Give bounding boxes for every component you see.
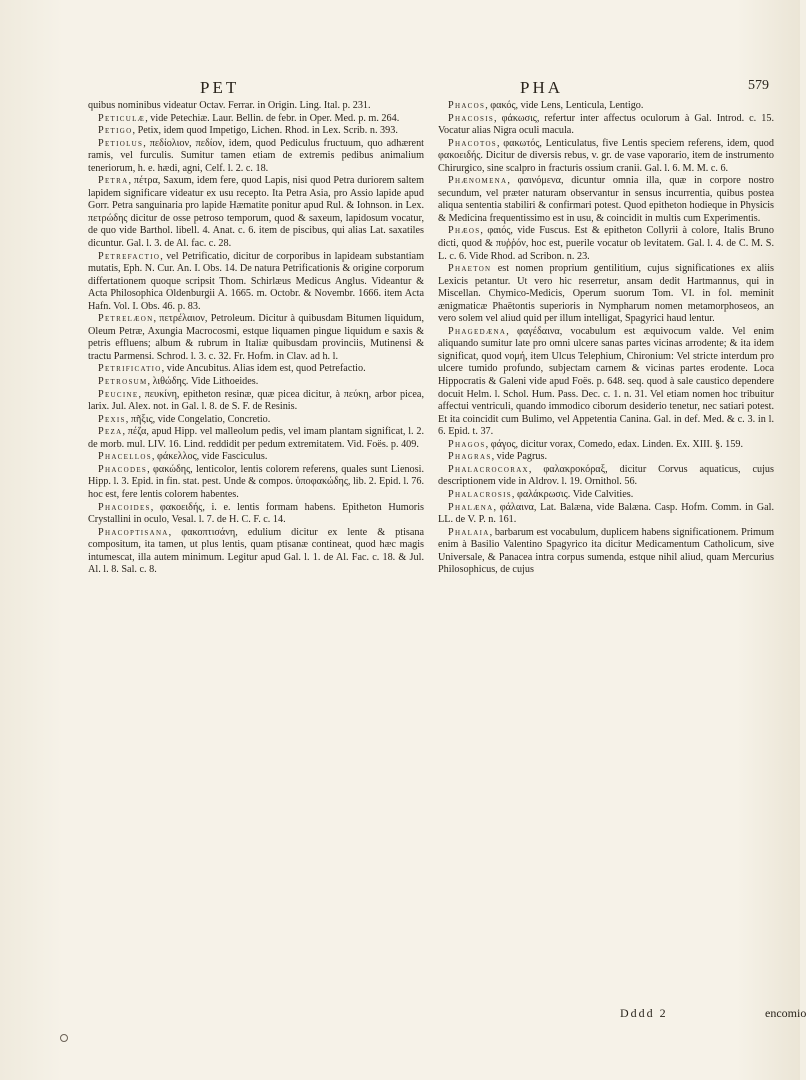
dictionary-entry bbox=[438, 113, 774, 138]
entry-text: , πεδίολιον, πεδίον, idem, quod Pediculus fructuum, quo adhærent ramis, vel furculis. Sumitur tamen etiam de extremis pedibus animalium teneriorum, h. e. hædi, agni, Celf. l. 2. c. 18. bbox=[88, 137, 424, 174]
entry-headword: Phalaia bbox=[448, 526, 490, 538]
entry-headword: Phacos bbox=[448, 100, 486, 111]
entry-text: , πέτρα, Saxum, idem fere, quod Lapis, nisi quod Petra duriorem saltem lapidem significare videatur ex usu recepto. Ita Petra Asia, pro Assio lapide apud Gorr. Petra sanguinaria pro lapide Hæmatite ponitur apud Rul. & Iohnson. in Lex. πετρώδης dicitur de osse petroso temporum, quod & saxeum, lapidosum vocatur, de quo vide Barthol. libell. 4. Anat. c. 6. item de piscibus, qui alias Lat. saxatiles dicuntur. Gal. l. 3. de Al. fac. c. 28. bbox=[88, 175, 424, 250]
running-head-left: PET bbox=[200, 78, 240, 97]
entry-text: , φαγέδαινα, vocabulum est æquivocum valde. Vel enim aliquando sumitur late pro omni ulcere sanas partes vicinas arrodente; & ita idem significat, quod νομή, item Ulcus Telephium, Chironium: Vel stricte interdum pro ulcere tumido profundo, subjectam carnem & vicinas partes erodente. Loca Hippocratis & Galeni vide apud Foës. p. 648. seq. quod à sale caustico dependere docuit Helm. l. Schol. Hum. Pass. Dec. c. 1. n. 31. Vel etiam nomen hoc tribuitur affectui ventriculi, quando immodico ciborum desiderio tenetur, nec satiari potest. Et ita coincidit cum Bulimo, vel Appetentia Canina. Gal. in def. Med. & c. 3. in l. 6. Epid. t. 37. bbox=[438, 325, 774, 438]
entry-headword: Peucine bbox=[98, 388, 139, 400]
dictionary-entry bbox=[88, 313, 424, 363]
entry-headword: Phacoides bbox=[98, 501, 151, 513]
entry-text: , πευκίνη, epitheton resinæ, quæ picea dicitur, à πεύκη, arbor picea, larix. Jul. Alex. not. in Gal. l. 8. de S. F. de Resinis. bbox=[88, 388, 424, 413]
page-number: 579 bbox=[748, 78, 769, 93]
dictionary-entry bbox=[438, 138, 774, 176]
dictionary-entry bbox=[88, 527, 424, 577]
entry-text: , φαλάκρωσις. Vide Calvities. bbox=[511, 488, 634, 500]
entry-text: , φάλαινα, Lat. Balæna, vide Balæna. Casp. Hofm. Comm. in Gal. LL. de V. P. n. 161. bbox=[438, 501, 774, 526]
dictionary-entry bbox=[88, 100, 424, 113]
dictionary-entry bbox=[438, 464, 774, 489]
dictionary-entry bbox=[88, 414, 424, 427]
entry-headword: Petiolus bbox=[98, 137, 144, 149]
dictionary-entry bbox=[438, 326, 774, 439]
dictionary-entry bbox=[438, 263, 774, 326]
entry-headword: Phagedæna bbox=[448, 325, 507, 337]
entry-text: , φάκωσις, refertur inter affectus oculorum à Gal. Introd. c. 15. Vocatur alias Nigra oculi macula. bbox=[438, 112, 774, 137]
entry-headword: Phaeton bbox=[448, 263, 492, 275]
entry-headword: Petrosum bbox=[98, 376, 148, 388]
dictionary-entry bbox=[88, 451, 424, 464]
entry-headword: Peticulæ bbox=[98, 112, 146, 124]
entry-text: est nomen proprium gentilitium, cujus significationes ex aliis Lexicis petantur. Ut vero hic reserretur, ansam dedit Hartmannus, qui in Miscellan. Chymico-Medicis, Operum suorum Tom. VI. in fol. meminit ænigmaticæ Phaëtontis superioris in Nympharum nomen metamorphoseos, an vero solem vel aliud quid per illum intelligat, Spagyrici haud lentur. bbox=[438, 263, 774, 325]
dictionary-entry bbox=[88, 502, 424, 527]
entry-headword: Phacosis bbox=[448, 112, 495, 124]
entry-text: , vel Petrificatio, dicitur de corporibus in lapideam substantiam mutatis, Eph. N. Cur. An. I. Obs. 14. De natura Petrificationis & origine corporum differtationem quoque scripsit Thom. Schirlæus Medicus Anglus. Videantur & Acta Philosophica Oldenburgii A. 1665. m. Octobr. & Novembr. 1666. item Acta Hafn. Vol. I. Obs. 46. p. 83. bbox=[88, 250, 424, 312]
dictionary-entry bbox=[88, 251, 424, 314]
entry-text: quibus nominibus videatur Octav. Ferrar. in Origin. Ling. Ital. p. 231. bbox=[88, 100, 371, 111]
entry-text: , vide Pagrus. bbox=[491, 451, 548, 463]
dictionary-entry bbox=[438, 100, 774, 113]
entry-text: , φάγος, dicitur vorax, Comedo, edax. Linden. Ex. XIII. §. 159. bbox=[485, 438, 744, 450]
entry-headword: Phacodes bbox=[98, 463, 148, 475]
dictionary-entry bbox=[438, 451, 774, 464]
dictionary-entry bbox=[88, 376, 424, 389]
ink-dot bbox=[60, 1034, 68, 1042]
dictionary-entry bbox=[88, 138, 424, 176]
entry-headword: Petigo bbox=[98, 125, 133, 137]
entry-text: , vide Ancubitus. Alias idem est, quod Petrefactio. bbox=[161, 363, 366, 375]
entry-text: , πέζα, apud Hipp. vel malleolum pedis, vel imam plantam significat, l. 2. de morb. mul. LIV. 16. Lind. reddidit per pedum extremitatem. Vid. Foës. p. 409. bbox=[88, 426, 424, 450]
entry-text: , barbarum est vocabulum, duplicem habens significationem. Primum enim à Basilio Valentino Spagyrico ita dicitur Medicamentum Catholicum, sive Universale, & Panacea intra corpus sumenda, estque nihil aliud, quam Mercurius Philosophicus, de cujus bbox=[438, 526, 774, 576]
entry-text: , φάκελλος, vide Fasciculus. bbox=[151, 451, 268, 463]
entry-headword: Phacoptisana bbox=[98, 526, 169, 538]
entry-headword: Phagras bbox=[448, 451, 492, 463]
entry-headword: Phænomena bbox=[448, 175, 508, 187]
dictionary-entry bbox=[88, 389, 424, 414]
entry-text: , πῆξις, vide Congelatio, Concretio. bbox=[125, 413, 271, 425]
dictionary-entry bbox=[88, 464, 424, 502]
entry-text: , πετρέλαιον, Petroleum. Dicitur à quibusdam Bitumen liquidum, Oleum Petræ, Axungia Macrocosmi, estque liquamen pingue liquidum e saxis & petris effluens; album & rubrum in Italiæ quibusdam provinciis, Mutinensi & tractu Parmensi. Schrod. l. 3. c. 32. Fr. Hofm. in Clav. ad h. l. bbox=[88, 313, 424, 362]
signature-mark: Dddd 2 bbox=[620, 1006, 668, 1020]
entry-text: , φακός, vide Lens, Lenticula, Lentigo. bbox=[485, 100, 644, 111]
dictionary-entry bbox=[438, 225, 774, 263]
entry-text: , φακώδης, lenticolor, lentis colorem referens, quales sunt Lienosi. Hipp. l. 3. Epid. in fin. stat. pest. Unde & compos. ὑποφακώδης, lib. 2. Epid. l. 76. hoc est, fere lentis colorem habentes. bbox=[88, 463, 424, 500]
entry-headword: Peza bbox=[98, 426, 123, 438]
entry-headword: Phalacrocorax bbox=[448, 463, 529, 475]
dictionary-entry bbox=[438, 502, 774, 527]
entry-headword: Phagos bbox=[448, 438, 486, 450]
entry-text: , φαιός, vide Fuscus. Est & epitheton Collyrii à colore, Italis Bruno dicti, quod & πυῤῥόν, hoc est, puerile vocatur ob levitatem. Gal. l. 4. de C. M. S. L. c. 6. Vide Rhod. ad Scribon. n. 23. bbox=[438, 225, 774, 262]
entry-headword: Petrefactio bbox=[98, 250, 161, 262]
entry-headword: Petrificatio bbox=[98, 363, 162, 375]
entry-text: , φακοπτισάνη, edulium dicitur ex lente & ptisana compositum, ita tamen, ut plus lentis, quam ptisanæ contineat, quod hæc magis intumescat, illa autem minimum. Legitur apud Gal. l. 1. de Al. Fac. c. 18. & Jul. Al. l. 8. Sal. c. 8. bbox=[88, 526, 424, 576]
entry-headword: Pexis bbox=[98, 413, 126, 425]
dictionary-entry bbox=[438, 489, 774, 502]
entry-text: , vide Petechiæ. Laur. Bellin. de febr. in Oper. Med. p. m. 264. bbox=[145, 112, 400, 124]
running-head-center: PHA bbox=[520, 78, 564, 97]
entry-headword: Phalæna bbox=[448, 501, 494, 513]
dictionary-entry bbox=[438, 527, 774, 577]
right-column bbox=[438, 100, 774, 577]
dictionary-entry bbox=[88, 426, 424, 451]
entry-text: , φαινόμενα, dicuntur omnia illa, quæ in corpore nostro secundum, vel præter naturam observantur in sensus incurrentia, quibus postea aliqua sententia stabiliri & confirmari potest. Quod epitheton hodieque in Physicis & Medicina frequentissimo est in usu, & coincidit in multis cum Experimentis. bbox=[438, 175, 774, 224]
entry-headword: Phæos bbox=[448, 225, 481, 237]
entry-text: , Petix, idem quod Impetigo, Lichen. Rhod. in Lex. Scrib. n. 393. bbox=[132, 125, 398, 137]
entry-headword: Phalacrosis bbox=[448, 488, 512, 500]
entry-text: , φακωτός, Lenticulatus, five Lentis speciem referens, idem, quod φακοειδής. Dicitur de diversis rebus, v. gr. de vase vaporario, item de instrumento Chirurgico, sine scalpro in fracturis ossium cranii. Gal. l. 6. M. M. c. 6. bbox=[438, 137, 774, 174]
dictionary-entry bbox=[438, 175, 774, 225]
dictionary-entry bbox=[88, 363, 424, 376]
entry-headword: Petra bbox=[98, 175, 129, 187]
entry-headword: Phacellos bbox=[98, 451, 152, 463]
catchword: encomio bbox=[765, 1006, 806, 1020]
entry-text: , λιθώδης. Vide Lithoeides. bbox=[147, 376, 259, 388]
dictionary-entry bbox=[88, 175, 424, 250]
dictionary-entry bbox=[88, 113, 424, 126]
entry-headword: Petrelæon bbox=[98, 313, 154, 325]
dictionary-entry bbox=[438, 439, 774, 452]
entry-text: , φαλακροκόραξ, dicitur Corvus aquaticus, cujus descriptionem vide in Aldrov. l. 19. Ornithol. 56. bbox=[438, 463, 774, 488]
entry-text: , φακοειδής, i. e. lentis formam habens. Epitheton Humoris Crystallini in oculo, Vesal. l. 7. de H. C. F. c. 14. bbox=[88, 501, 424, 526]
entry-headword: Phacotos bbox=[448, 137, 497, 149]
left-column bbox=[88, 100, 424, 577]
dictionary-entry bbox=[88, 125, 424, 138]
